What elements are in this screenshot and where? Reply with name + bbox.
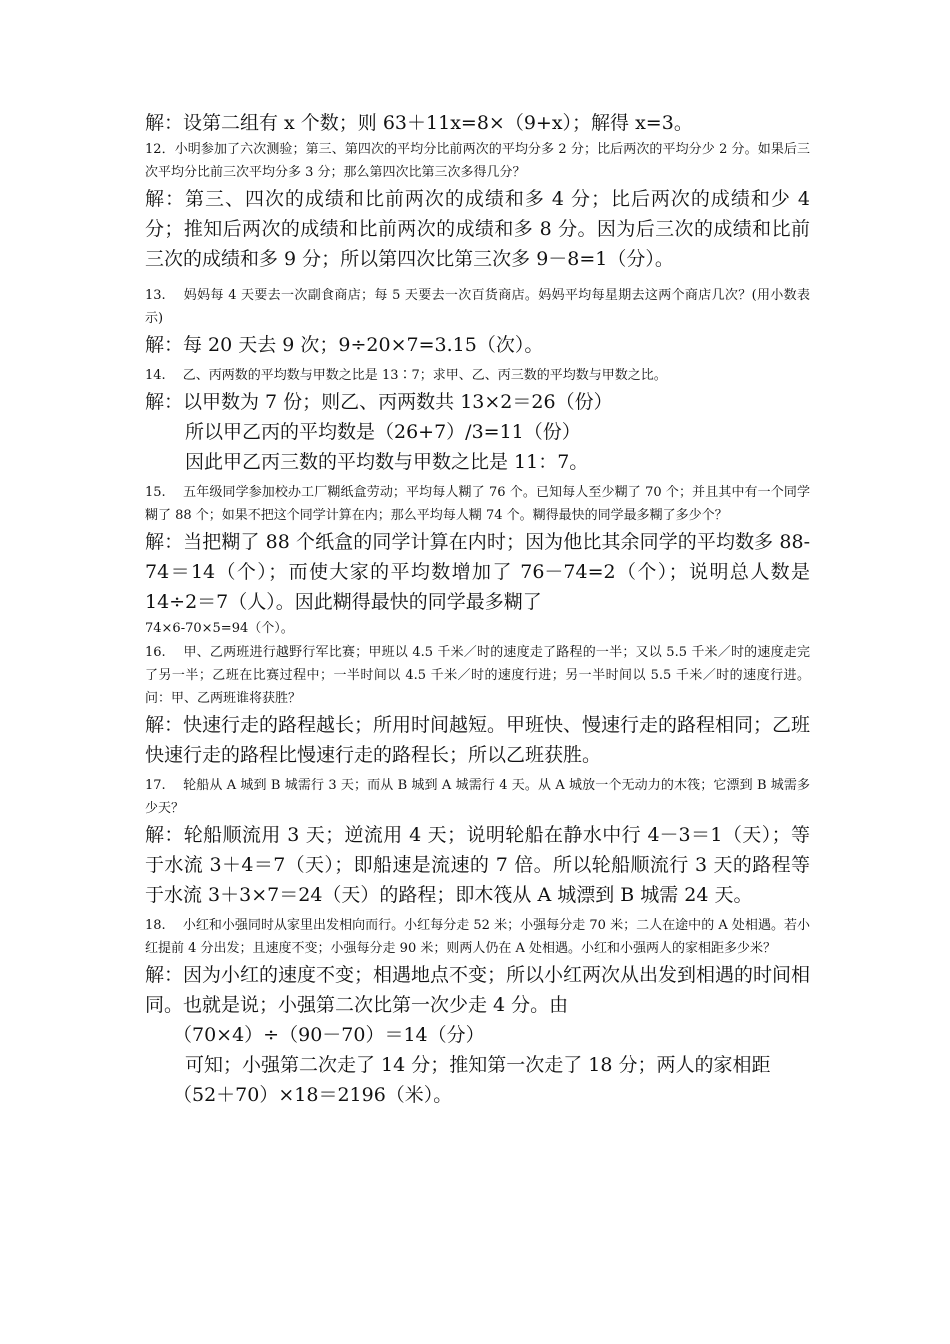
question-18: 18. 小红和小强同时从家里出发相向而行。小红每分走 52 米；小强每分走 70 米；二人在途中的 A 处相遇。若小红提前 4 分出发；且速度不变；小强每分走 90 米；则两人仍在 A 处相遇。小红和小强两人的家相距多少米？ [145,918,810,956]
question-14: 14. 乙、丙两数的平均数与甲数之比是 13∶7；求甲、乙、丙三数的平均数与甲数之比。 [145,368,667,383]
answer-18-line-4: （52＋70）×18＝2196（米）。 [173,1084,453,1106]
answer-12: 解：第三、四次的成绩和比前两次的成绩和多 4 分；比后两次的成绩和少 4 分；推知后两次的成绩和比前两次的成绩和多 8 分。因为后三次的成绩和比前三次的成绩和多 9 分；所以第四次比第三次多 9－8=1（分）。 [145,188,810,270]
answer-18-line-1: 解：因为小红的速度不变；相遇地点不变；所以小红两次从出发到相遇的时间相同。也就是说；小强第二次比第一次少走 4 分。由 [145,964,811,1016]
document-page [145,108,810,1110]
answer-13: 解：每 20 天去 9 次；9÷20×7=3.15（次）。 [145,334,544,356]
answer-14-line-2: 所以甲乙丙的平均数是（26+7）/3=11（份） [185,421,581,443]
answer-11: 解：设第二组有 x 个数；则 63＋11x=8×（9+x）；解得 x=3。 [145,112,693,134]
answer-14-line-1: 解：以甲数为 7 份；则乙、丙两数共 13×2＝26（份） [145,391,613,413]
answer-15-tail: 74×6-70×5=94（个）。 [145,621,294,636]
question-13: 13. 妈妈每 4 天要去一次副食商店；每 5 天要去一次百货商店。妈妈平均每星期去这两个商店几次？(用小数表示) [145,288,810,326]
answer-18-line-3: 可知；小强第二次走了 14 分；推知第一次走了 18 分；两人的家相距 [185,1054,771,1076]
answer-14-line-3: 因此甲乙丙三数的平均数与甲数之比是 11：7。 [185,451,589,473]
answer-15: 解：当把糊了 88 个纸盒的同学计算在内时；因为他比其余同学的平均数多 88-74＝14（个）；而使大家的平均数增加了 76－74=2（个）；说明总人数是 14÷2＝7（人）。因此糊得最快的同学最多糊了 [145,531,810,613]
question-16: 16. 甲、乙两班进行越野行军比赛；甲班以 4.5 千米／时的速度走了路程的一半；又以 5.5 千米／时的速度走完了另一半；乙班在比赛过程中；一半时间以 4.5 千米／时的速度行进；另一半时间以 5.5 千米／时的速度行进。问：甲、乙两班谁将获胜？ [145,645,810,706]
answer-18-line-2: （70×4）÷（90－70）＝14（分） [173,1024,485,1046]
answer-17: 解：轮船顺流用 3 天；逆流用 4 天；说明轮船在静水中行 4－3＝1（天）；等于水流 3＋4＝7（天）；即船速是流速的 7 倍。所以轮船顺流行 3 天的路程等于水流 3＋3×7＝24（天）的路程；即木筏从 A 城漂到 B 城需 24 天。 [145,824,810,906]
question-12: 12．小明参加了六次测验；第三、第四次的平均分比前两次的平均分多 2 分；比后两次的平均分少 2 分。如果后三次平均分比前三次平均分多 3 分；那么第四次比第三次多得几分？ [145,142,810,180]
question-15: 15. 五年级同学参加校办工厂糊纸盒劳动；平均每人糊了 76 个。已知每人至少糊了 70 个；并且其中有一个同学糊了 88 个；如果不把这个同学计算在内；那么平均每人糊 74 个。糊得最快的同学最多糊了多少个？ [145,485,810,523]
question-17: 17. 轮船从 A 城到 B 城需行 3 天；而从 B 城到 A 城需行 4 天。从 A 城放一个无动力的木筏；它漂到 B 城需多少天？ [145,778,810,816]
answer-16: 解：快速行走的路程越长；所用时间越短。甲班快、慢速行走的路程相同；乙班快速行走的路程比慢速行走的路程长；所以乙班获胜。 [145,714,811,766]
